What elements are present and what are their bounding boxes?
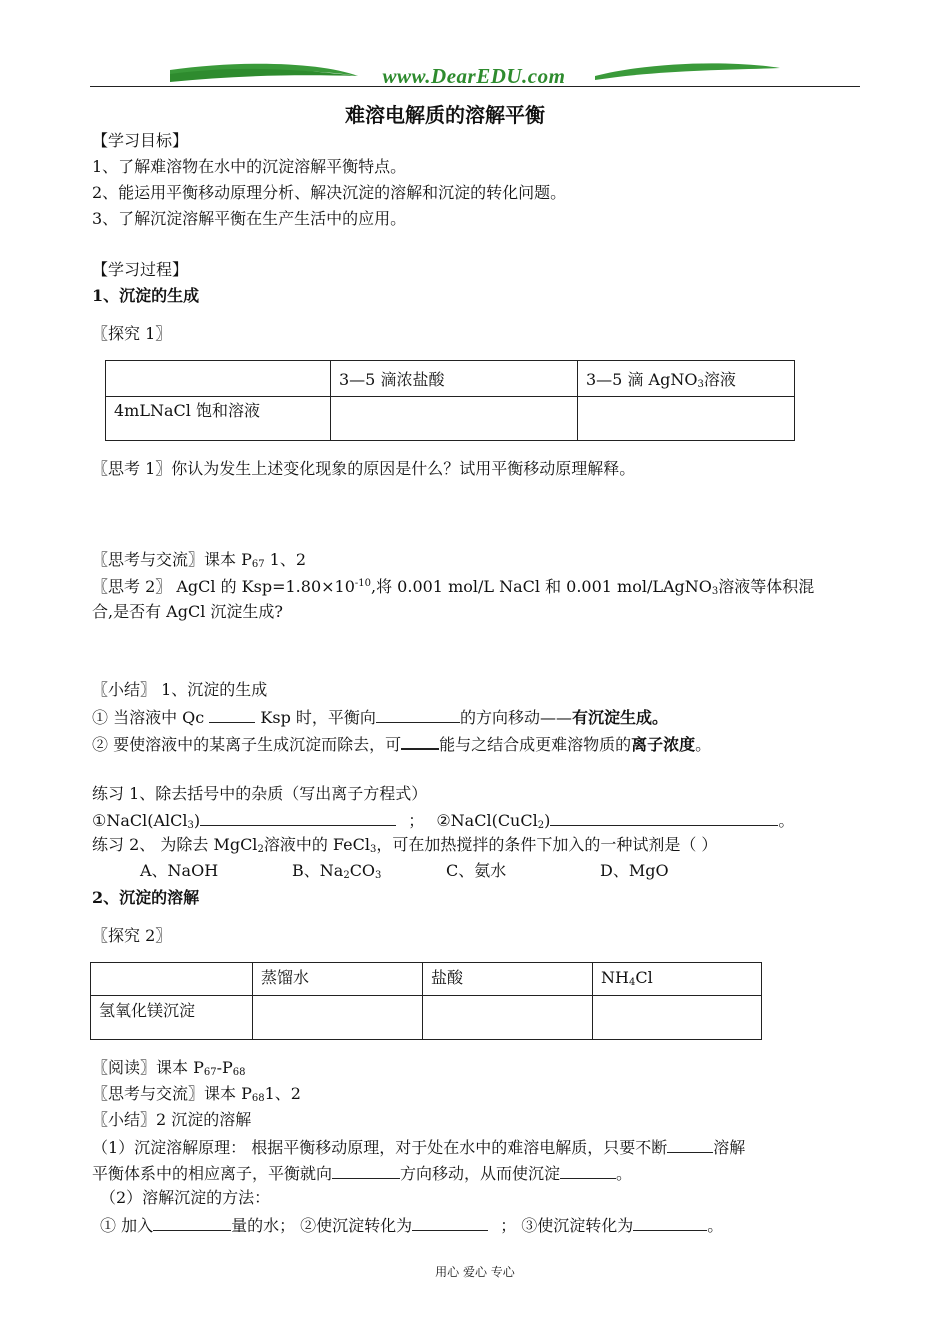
summary2-heading: 〖小结〗2 沉淀的溶解 (92, 1110, 252, 1129)
page-footer: 用心 爱心 专心 (435, 1265, 515, 1279)
process-heading: 【学习过程】 (92, 260, 189, 279)
ex2-question: 练习 2、 为除去 MgCl$_2$溶液中的 FeCl$_3$，可在加热搅拌的条件下加入的一种试剂是（ ） (92, 835, 718, 855)
table1-corner (106, 361, 331, 397)
ex1-line: ①NaCl(AlCl$_3$) ； ②NaCl(CuCl$_2$) 。 (92, 811, 795, 831)
summary2-principle: （1）沉淀溶解原理： 根据平衡移动原理，对于处在水中的难溶电解质，只要不断 溶解 (92, 1138, 746, 1157)
table2-corner (91, 963, 253, 996)
header-rule (90, 86, 860, 87)
blank-field[interactable] (560, 1162, 616, 1179)
explore1-table (105, 360, 795, 441)
right-swoosh (595, 63, 780, 80)
site-url[interactable]: www.DearEDU.com (382, 64, 566, 88)
think2-text-line2: 合,是否有 AgCl 沉淀生成? (92, 602, 283, 621)
explore2-table (90, 962, 762, 1040)
objective-item: 1、了解难溶物在水中的沉淀溶解平衡特点。 (92, 157, 407, 176)
section2-heading: 2、沉淀的溶解 (92, 888, 200, 907)
ex2-option-a[interactable]: A、NaOH (140, 861, 219, 880)
page-title: 难溶电解质的溶解平衡 (345, 103, 545, 127)
ex2-option-b[interactable]: B、$Na_2CO_3$ (292, 861, 382, 881)
summary1-line2: ② 要使溶液中的某离子生成沉淀而除去，可 能与之结合成更难溶物质的离子浓度。 (92, 732, 711, 755)
blank-field[interactable] (376, 706, 460, 723)
table2-row-label: 氢氧化镁沉淀 (91, 996, 253, 1040)
table2-header-cell: $NH_4Cl$ (593, 963, 762, 996)
table2-answer-cell[interactable] (253, 996, 423, 1040)
explore2-label: 〖探究 2〗 (92, 926, 172, 945)
blank-field[interactable] (153, 1214, 231, 1231)
table1-answer-cell[interactable] (578, 397, 795, 441)
explore1-label: 〖探究 1〗 (92, 324, 172, 343)
objective-item: 2、能运用平衡移动原理分析、解决沉淀的溶解和沉淀的转化问题。 (92, 183, 567, 202)
summary1-line1: ① 当溶液中 Qc Ksp 时，平衡向 的方向移动——有沉淀生成。 (92, 708, 668, 727)
table1-row-label: 4mLNaCl 饱和溶液 (106, 397, 331, 441)
objectives-heading: 【学习目标】 (92, 131, 189, 150)
blank-field[interactable] (209, 706, 255, 723)
ex1-heading: 练习 1、除去括号中的杂质（写出离子方程式） (92, 784, 428, 803)
discuss1-text: 〖思考与交流〗课本 $P_{67}$ 1、2 (92, 550, 307, 570)
blank-field[interactable] (667, 1136, 713, 1153)
answer-field[interactable] (200, 809, 396, 826)
blank-field[interactable] (401, 732, 439, 750)
ex2-option-c[interactable]: C、氨水 (446, 861, 507, 880)
answer-field[interactable] (550, 809, 778, 826)
table1-answer-cell[interactable] (331, 397, 578, 441)
think1-text: 〖思考 1〗你认为发生上述变化现象的原因是什么？试用平衡移动原理解释。 (92, 459, 636, 478)
ex2-option-d[interactable]: D、MgO (600, 861, 669, 880)
summary2-methods-heading: （2）溶解沉淀的方法： (100, 1188, 271, 1207)
section1-heading: 1、沉淀的生成 (92, 286, 200, 305)
discuss2-text: 〖思考与交流〗课本 $P_{68}1$、2 (92, 1084, 301, 1104)
objective-item: 3、了解沉淀溶解平衡在生产生活中的应用。 (92, 209, 407, 228)
blank-field[interactable] (412, 1214, 488, 1231)
table2-answer-cell[interactable] (593, 996, 762, 1040)
think2-text: 〖思考 2〗 AgCl 的 $Ksp=1.80\times 10^{-10}$,将 0.001 mol/L NaCl 和 0.001 mol/LAgNO$_3$溶液等体积混 (92, 577, 815, 597)
blank-field[interactable] (332, 1162, 400, 1179)
table2-answer-cell[interactable] (423, 996, 593, 1040)
summary1-heading: 〖小结〗 1、沉淀的生成 (92, 680, 268, 699)
table1-header-cell: 3—5 滴浓盐酸 (331, 361, 578, 397)
table2-header-cell: 盐酸 (423, 963, 593, 996)
summary2-principle-line2: 平衡体系中的相应离子，平衡就向 方向移动，从而使沉淀 。 (92, 1164, 633, 1183)
blank-field[interactable] (633, 1214, 707, 1231)
table2-header-cell: 蒸馏水 (253, 963, 423, 996)
table1-header-cell: 3—5 滴 AgNO$_3$溶液 (578, 361, 795, 397)
read-text: 〖阅读〗课本 $P_{67}-P_{68}$ (92, 1058, 246, 1078)
summary2-methods: ① 加入 量的水； ②使沉淀转化为 ； ③使沉淀转化为 。 (100, 1216, 724, 1235)
